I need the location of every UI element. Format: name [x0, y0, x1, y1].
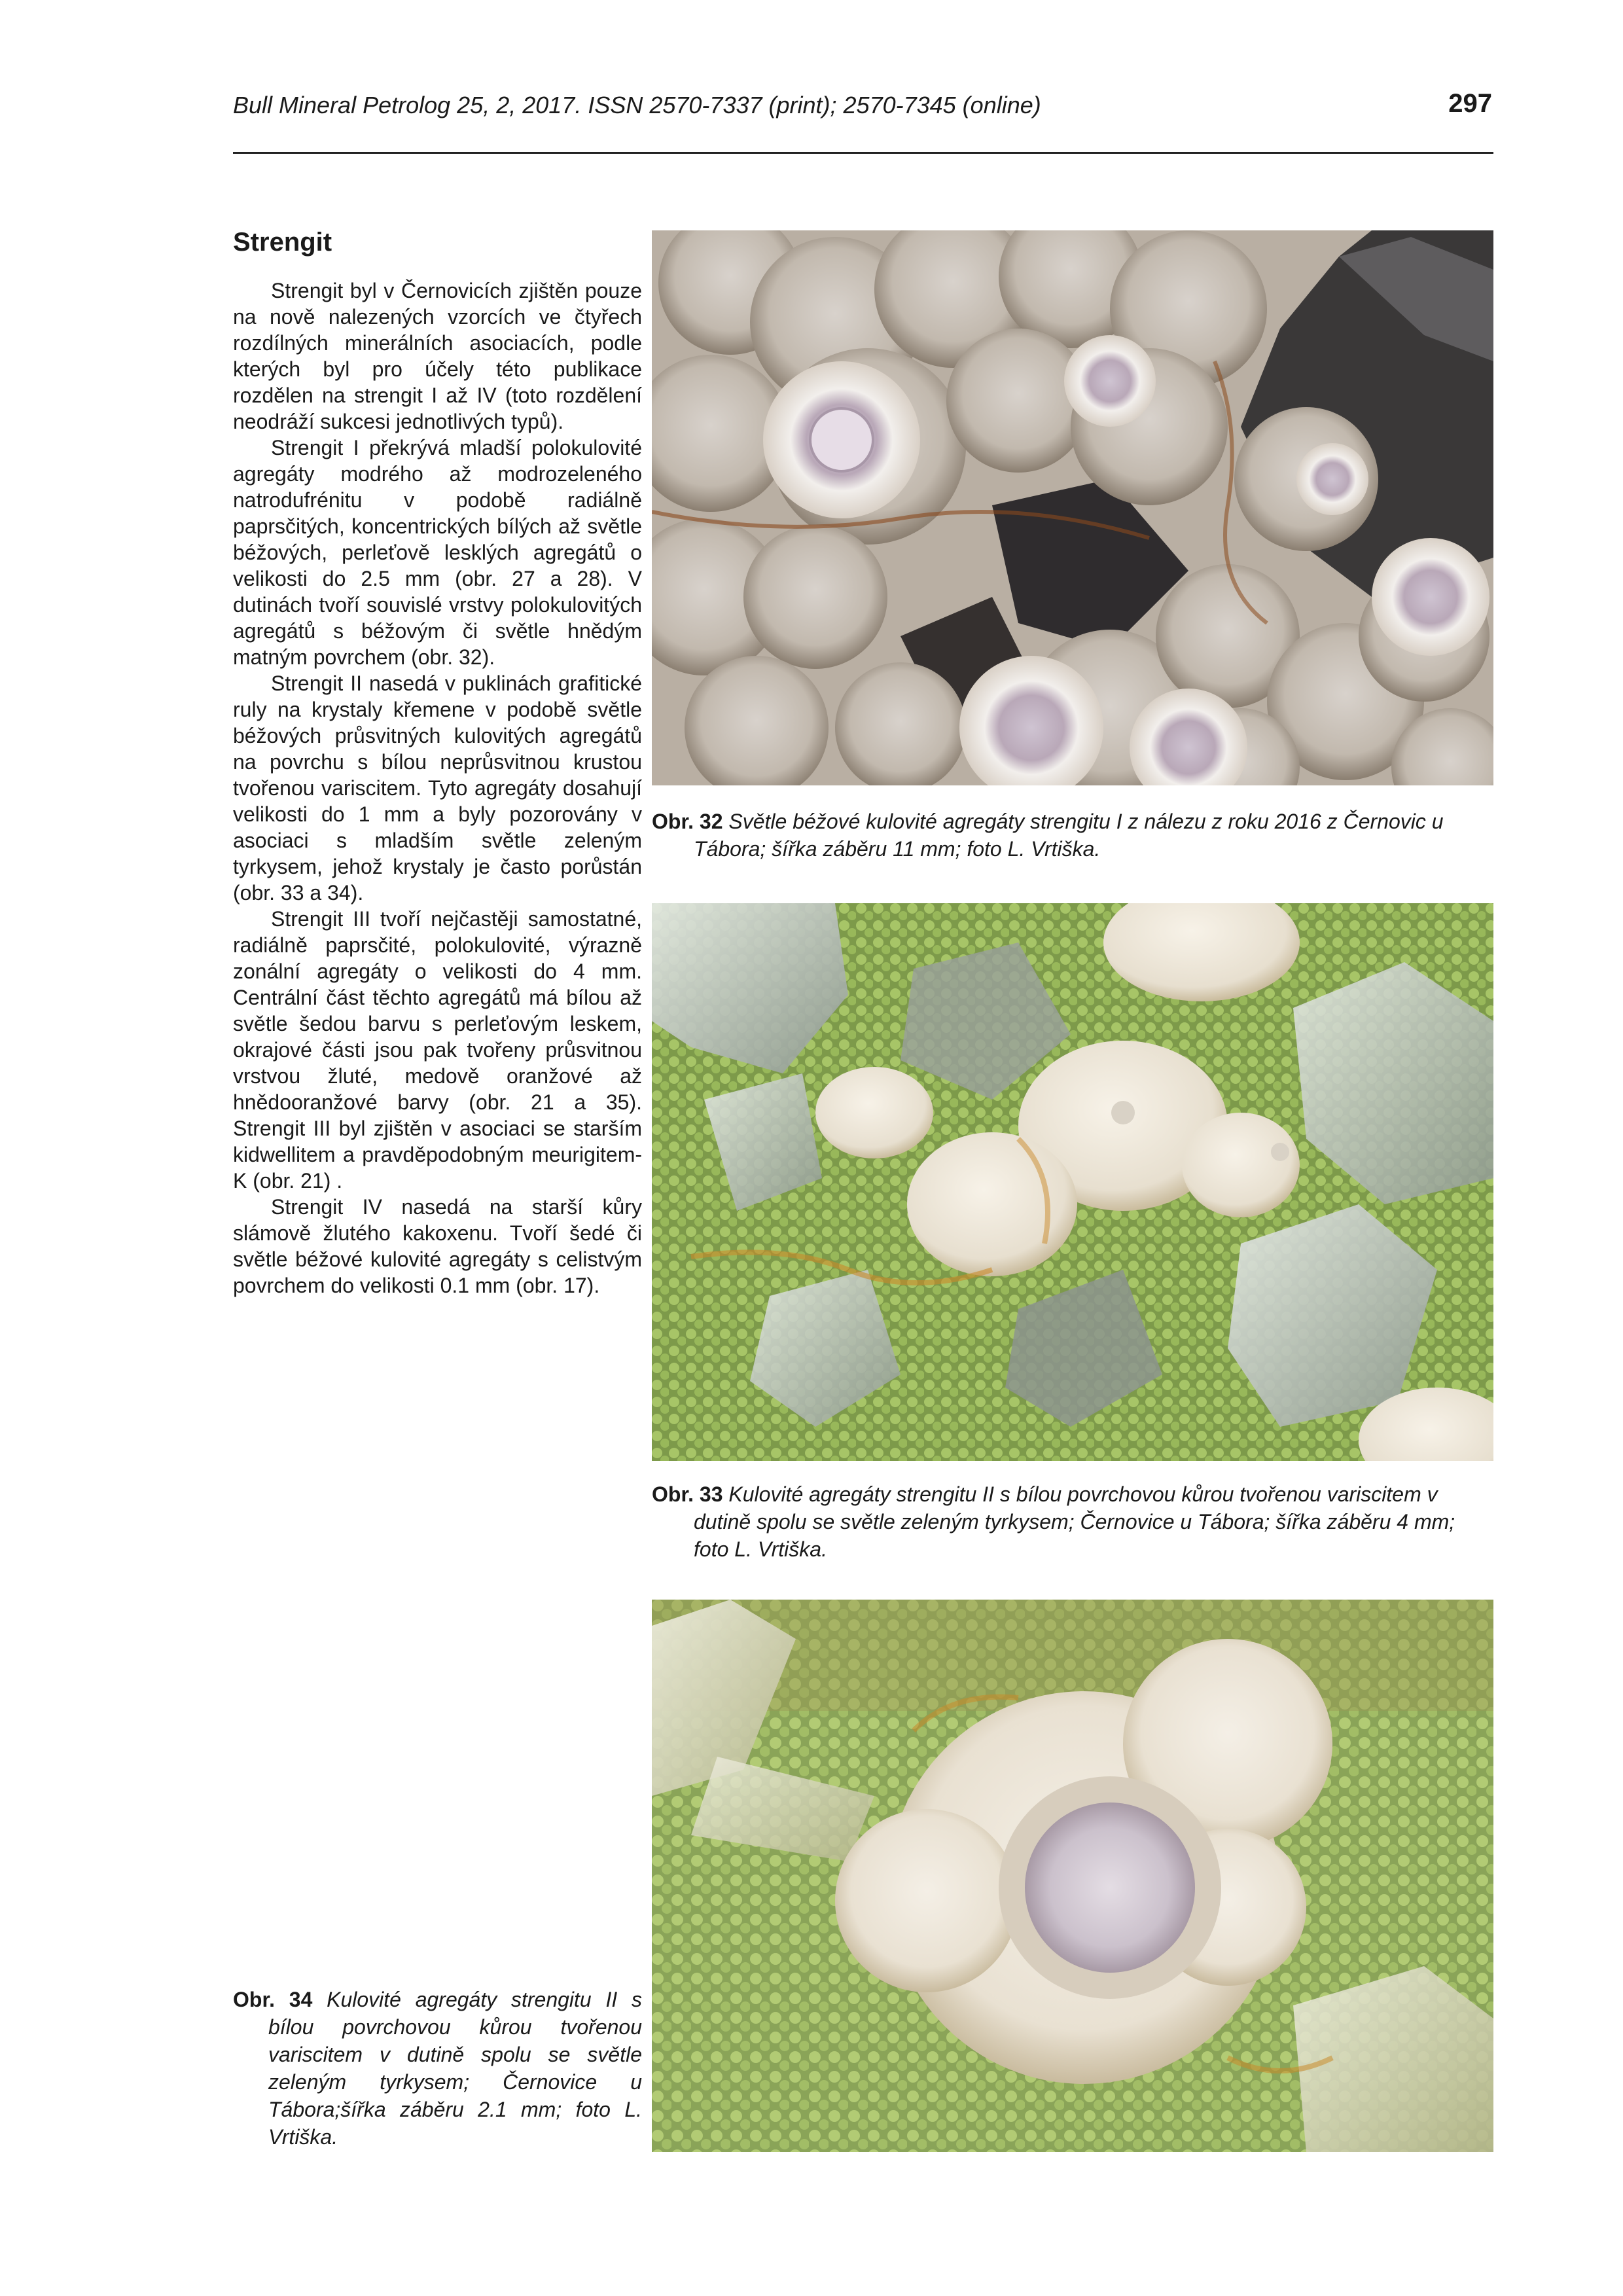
header-rule	[233, 152, 1493, 154]
photo-strengit-ii-turquoise	[652, 903, 1493, 1461]
paragraph: Strengit I překrývá mladší polokulovité agregáty modrého až modrozeleného natrodufrénitu v podobě radiálně paprsčitých, koncentrických bílých až světle béžových, perleťově lesklých agregátů o velikosti do 2.5 mm (obr. 27 a 28). V dutinách tvoří souvislé vrstvy polokulovitých agregátů s béžovým či světle hnědým matným povrchem (obr. 32).	[233, 436, 642, 669]
figure-caption-32	[652, 808, 1493, 863]
paragraph: Strengit II nasedá v puklinách grafitické ruly na krystaly křemene v podobě světle béžových průsvitných kulovitých agregátů na povrchu s bílou neprůsvitnou krustou tvořenou variscitem. Tyto agregáty dosahují velikosti do 1 mm a byly pozorovány v asociaci s mladším světle zeleným tyrkysem, jehož krystaly je často porůstán (obr. 33 a 34).	[233, 672, 642, 905]
caption-text: Kulovité agregáty strengitu II s bílou povrchovou kůrou tvořenou variscitem v dutině spolu se světle zeleným tyrkysem; Černovice u Tábora;šířka záběru 2.1 mm; foto L. Vrtiška.	[268, 1988, 642, 2149]
page-number: 297	[1448, 89, 1492, 118]
caption-text: Světle béžové kulovité agregáty strengitu I z nálezu z roku 2016 z Černovic u Tábora; šířka záběru 11 mm; foto L. Vrtiška.	[694, 810, 1444, 861]
figure-caption-33	[652, 1480, 1493, 1563]
section-title: Strengit	[233, 228, 332, 257]
figure-caption-34	[233, 1986, 642, 2151]
figure-label: Obr. 32	[652, 810, 723, 833]
paragraph: Strengit IV nasedá na starší kůry slámově žlutého kakoxenu. Tvoří šedé či světle béžové kulovité agregáty s celistvým povrchem do velikosti 0.1 mm (obr. 17).	[233, 1195, 642, 1297]
figure-label: Obr. 34	[233, 1988, 313, 2011]
running-header: Bull Mineral Petrolog 25, 2, 2017. ISSN 2570-7337 (print); 2570-7345 (online)	[233, 92, 1041, 118]
body-text-column	[233, 278, 642, 1299]
paragraph: Strengit byl v Černovicích zjištěn pouze na nově nalezených vzorcích ve čtyřech rozdílných minerálních asociacích, podle kterých byl pro účely této publikace rozdělen na strengit I až IV (toto rozdělení neodráží sukcesi jednotlivých typů).	[233, 279, 642, 433]
paragraph: Strengit III tvoří nejčastěji samostatné, radiálně paprsčité, polokulovité, výrazně zonální agregáty o velikosti do 4 mm. Centrální část těchto agregátů má bílou až světle šedou barvu s perleťovým leskem, okrajové části jsou pak tvořeny průsvitnou vrstvou žluté, medově oranžové až hnědooranžové barvy (obr. 21 a 35). Strengit III byl zjištěn v asociaci se starším kidwellitem a pravděpodobným meurigitem-K (obr. 21) .	[233, 907, 642, 1193]
photo-strengit-i	[652, 230, 1493, 785]
figure-label: Obr. 33	[652, 1482, 723, 1506]
photo-strengit-ii-closeup	[652, 1600, 1493, 2152]
caption-text: Kulovité agregáty strengitu II s bílou povrchovou kůrou tvořenou variscitem v dutině spolu se světle zeleným tyrkysem; Černovice u Tábora; šířka záběru 4 mm; foto L. Vrtiška.	[694, 1482, 1455, 1561]
